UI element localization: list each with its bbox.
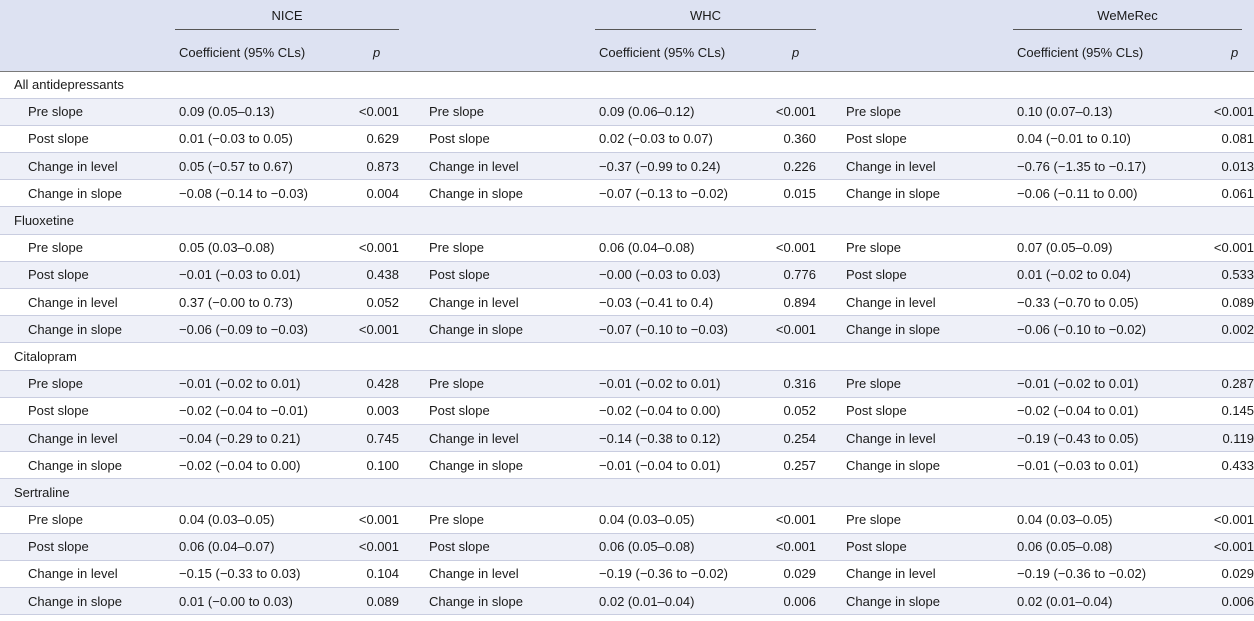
p-value-cell: 0.776 (774, 261, 816, 288)
row-label: Pre slope (399, 234, 595, 261)
p-value-cell: <0.001 (774, 506, 816, 533)
section-title: All antidepressants (0, 71, 1254, 98)
row-label: Change in slope (0, 316, 175, 343)
row-label: Change in level (0, 153, 175, 180)
p-value-cell: 0.100 (355, 452, 399, 479)
p-value-cell: <0.001 (355, 506, 399, 533)
row-label: Change in slope (0, 180, 175, 207)
p-value-cell: 0.006 (774, 588, 816, 615)
coefficient-cell: 0.06 (0.05–0.08) (1013, 533, 1193, 560)
p-value-cell: 0.052 (355, 289, 399, 316)
coefficient-cell: −0.15 (−0.33 to 0.03) (175, 560, 355, 587)
p-value-cell: <0.001 (355, 234, 399, 261)
coefficient-cell: 0.04 (0.03–0.05) (175, 506, 355, 533)
coefficient-cell: −0.01 (−0.03 to 0.01) (1013, 452, 1193, 479)
p-header-whc: p (774, 34, 816, 71)
row-label: Change in level (816, 424, 1013, 451)
row-label: Change in slope (399, 452, 595, 479)
p-value-cell: 0.316 (774, 370, 816, 397)
coefficient-cell: −0.02 (−0.04 to 0.00) (595, 397, 774, 424)
p-value-cell: <0.001 (774, 98, 816, 125)
p-value-cell: 0.226 (774, 153, 816, 180)
table-row (0, 560, 1254, 587)
coefficient-cell: −0.19 (−0.36 to −0.02) (595, 560, 774, 587)
p-value-cell: 0.254 (774, 424, 816, 451)
coefficient-cell: 0.02 (0.01–0.04) (595, 588, 774, 615)
coefficient-cell: 0.01 (−0.03 to 0.05) (175, 125, 355, 152)
header-spacer (399, 34, 595, 71)
p-value-cell: 0.104 (355, 560, 399, 587)
row-label: Change in level (399, 153, 595, 180)
group-label-nice: NICE (175, 8, 399, 30)
row-label: Post slope (816, 397, 1013, 424)
table-row (0, 316, 1254, 343)
coefficient-cell: 0.02 (−0.03 to 0.07) (595, 125, 774, 152)
table-row (0, 397, 1254, 424)
p-value-cell: 0.745 (355, 424, 399, 451)
coefficient-cell: 0.01 (−0.02 to 0.04) (1013, 261, 1193, 288)
p-value-cell: <0.001 (774, 533, 816, 560)
coefficient-cell: −0.07 (−0.13 to −0.02) (595, 180, 774, 207)
p-value-cell: 0.438 (355, 261, 399, 288)
table-row (0, 261, 1254, 288)
p-value-cell: 0.089 (1193, 289, 1254, 316)
coefficient-cell: 0.09 (0.06–0.12) (595, 98, 774, 125)
coefficient-cell: −0.01 (−0.03 to 0.01) (175, 261, 355, 288)
coefficient-cell: −0.04 (−0.29 to 0.21) (175, 424, 355, 451)
p-value-cell: 0.061 (1193, 180, 1254, 207)
table-row (0, 234, 1254, 261)
row-label: Pre slope (399, 370, 595, 397)
section-row (0, 207, 1254, 234)
p-value-cell: 0.257 (774, 452, 816, 479)
coefficient-cell: 0.04 (−0.01 to 0.10) (1013, 125, 1193, 152)
p-value-cell: 0.089 (355, 588, 399, 615)
section-title: Citalopram (0, 343, 1254, 370)
row-label: Post slope (0, 125, 175, 152)
coefficient-cell: −0.02 (−0.04 to 0.00) (175, 452, 355, 479)
p-value-cell: 0.004 (355, 180, 399, 207)
header-spacer (399, 0, 595, 34)
p-value-cell: 0.006 (1193, 588, 1254, 615)
coefficient-cell: −0.01 (−0.02 to 0.01) (595, 370, 774, 397)
coef-header-whc: Coefficient (95% CLs) (595, 34, 774, 71)
coefficient-cell: −0.08 (−0.14 to −0.03) (175, 180, 355, 207)
row-label: Change in level (816, 289, 1013, 316)
row-label: Pre slope (816, 98, 1013, 125)
coefficient-cell: 0.04 (0.03–0.05) (595, 506, 774, 533)
table-row (0, 153, 1254, 180)
row-label: Post slope (0, 261, 175, 288)
row-label: Post slope (0, 397, 175, 424)
row-label: Change in slope (399, 316, 595, 343)
coefficient-cell: −0.01 (−0.02 to 0.01) (1013, 370, 1193, 397)
row-label: Change in level (399, 424, 595, 451)
coefficient-cell: 0.06 (0.05–0.08) (595, 533, 774, 560)
coefficient-cell: −0.19 (−0.43 to 0.05) (1013, 424, 1193, 451)
p-value-cell: 0.428 (355, 370, 399, 397)
table-row (0, 125, 1254, 152)
coefficient-cell: 0.05 (0.03–0.08) (175, 234, 355, 261)
header-spacer (0, 34, 175, 71)
section-row (0, 71, 1254, 98)
p-value-cell: 0.287 (1193, 370, 1254, 397)
row-label: Pre slope (816, 234, 1013, 261)
row-label: Pre slope (399, 98, 595, 125)
coefficient-cell: −0.14 (−0.38 to 0.12) (595, 424, 774, 451)
p-value-cell: 0.052 (774, 397, 816, 424)
row-label: Change in slope (816, 452, 1013, 479)
p-value-cell: 0.081 (1193, 125, 1254, 152)
coefficient-cell: 0.01 (−0.00 to 0.03) (175, 588, 355, 615)
header-spacer (816, 0, 1013, 34)
p-value-cell: <0.001 (774, 316, 816, 343)
coefficient-cell: −0.01 (−0.02 to 0.01) (175, 370, 355, 397)
row-label: Post slope (399, 125, 595, 152)
row-label: Pre slope (0, 234, 175, 261)
coef-header-nice: Coefficient (95% CLs) (175, 34, 355, 71)
row-label: Change in slope (816, 588, 1013, 615)
coefficient-cell: 0.02 (0.01–0.04) (1013, 588, 1193, 615)
header-spacer (0, 0, 175, 34)
p-value-cell: 0.119 (1193, 424, 1254, 451)
coefficient-cell: 0.06 (0.04–0.07) (175, 533, 355, 560)
row-label: Pre slope (816, 506, 1013, 533)
table-row (0, 289, 1254, 316)
p-value-cell: 0.029 (1193, 560, 1254, 587)
row-label: Post slope (399, 533, 595, 560)
coefficient-cell: −0.06 (−0.11 to 0.00) (1013, 180, 1193, 207)
coefficient-cell: 0.37 (−0.00 to 0.73) (175, 289, 355, 316)
row-label: Change in slope (399, 180, 595, 207)
p-value-cell: <0.001 (1193, 533, 1254, 560)
row-label: Post slope (816, 261, 1013, 288)
row-label: Change in slope (0, 588, 175, 615)
coefficient-cell: −0.33 (−0.70 to 0.05) (1013, 289, 1193, 316)
coefficient-cell: 0.07 (0.05–0.09) (1013, 234, 1193, 261)
p-value-cell: 0.003 (355, 397, 399, 424)
p-value-cell: 0.533 (1193, 261, 1254, 288)
group-header-wemerec (1013, 0, 1254, 34)
coefficient-cell: 0.06 (0.04–0.08) (595, 234, 774, 261)
row-label: Change in slope (0, 452, 175, 479)
row-label: Change in level (0, 289, 175, 316)
row-label: Change in level (399, 560, 595, 587)
coefficient-cell: −0.06 (−0.09 to −0.03) (175, 316, 355, 343)
table-row (0, 506, 1254, 533)
p-value-cell: <0.001 (355, 98, 399, 125)
row-label: Post slope (816, 125, 1013, 152)
p-value-cell: 0.015 (774, 180, 816, 207)
coefficient-cell: −0.02 (−0.04 to −0.01) (175, 397, 355, 424)
table-body (0, 71, 1254, 615)
coefficient-cell: −0.02 (−0.04 to 0.01) (1013, 397, 1193, 424)
coefficient-cell: −0.01 (−0.04 to 0.01) (595, 452, 774, 479)
row-label: Pre slope (0, 370, 175, 397)
row-label: Pre slope (0, 506, 175, 533)
p-value-cell: 0.013 (1193, 153, 1254, 180)
p-value-cell: 0.894 (774, 289, 816, 316)
row-label: Change in slope (816, 180, 1013, 207)
coefficient-cell: 0.04 (0.03–0.05) (1013, 506, 1193, 533)
p-value-cell: 0.029 (774, 560, 816, 587)
table-row (0, 98, 1254, 125)
p-value-cell: 0.873 (355, 153, 399, 180)
table-row (0, 533, 1254, 560)
p-value-cell: 0.629 (355, 125, 399, 152)
row-label: Pre slope (399, 506, 595, 533)
row-label: Change in level (0, 560, 175, 587)
p-value-cell: <0.001 (1193, 234, 1254, 261)
p-value-cell: <0.001 (355, 533, 399, 560)
coefficient-cell: −0.03 (−0.41 to 0.4) (595, 289, 774, 316)
row-label: Change in level (816, 560, 1013, 587)
table-row (0, 370, 1254, 397)
coefficient-cell: −0.19 (−0.36 to −0.02) (1013, 560, 1193, 587)
section-title: Fluoxetine (0, 207, 1254, 234)
table-row (0, 588, 1254, 615)
row-label: Post slope (399, 261, 595, 288)
row-label: Change in level (0, 424, 175, 451)
p-value-cell: <0.001 (1193, 506, 1254, 533)
coefficient-cell: −0.07 (−0.10 to −0.03) (595, 316, 774, 343)
coefficient-cell: 0.09 (0.05–0.13) (175, 98, 355, 125)
group-header-whc (595, 0, 816, 34)
table-row (0, 180, 1254, 207)
group-header-nice (175, 0, 399, 34)
section-row (0, 479, 1254, 506)
coefficient-cell: −0.06 (−0.10 to −0.02) (1013, 316, 1193, 343)
row-label: Post slope (816, 533, 1013, 560)
p-header-nice: p (355, 34, 399, 71)
coefficient-cell: 0.05 (−0.57 to 0.67) (175, 153, 355, 180)
p-value-cell: <0.001 (1193, 98, 1254, 125)
row-label: Change in level (399, 289, 595, 316)
row-label: Post slope (0, 533, 175, 560)
p-header-wemerec: p (1193, 34, 1254, 71)
p-value-cell: 0.433 (1193, 452, 1254, 479)
row-label: Change in slope (399, 588, 595, 615)
group-label-whc: WHC (595, 8, 816, 30)
coefficient-cell: −0.76 (−1.35 to −0.17) (1013, 153, 1193, 180)
header-spacer (816, 34, 1013, 71)
coefficient-cell: −0.37 (−0.99 to 0.24) (595, 153, 774, 180)
coef-header-wemerec: Coefficient (95% CLs) (1013, 34, 1193, 71)
section-row (0, 343, 1254, 370)
row-label: Change in level (816, 153, 1013, 180)
p-value-cell: 0.002 (1193, 316, 1254, 343)
row-label: Post slope (399, 397, 595, 424)
table-header (0, 0, 1254, 71)
coefficient-cell: 0.10 (0.07–0.13) (1013, 98, 1193, 125)
coefficient-cell: −0.00 (−0.03 to 0.03) (595, 261, 774, 288)
p-value-cell: 0.360 (774, 125, 816, 152)
row-label: Pre slope (0, 98, 175, 125)
row-label: Change in slope (816, 316, 1013, 343)
p-value-cell: <0.001 (774, 234, 816, 261)
table-row (0, 424, 1254, 451)
row-label: Pre slope (816, 370, 1013, 397)
p-value-cell: <0.001 (355, 316, 399, 343)
table-row (0, 452, 1254, 479)
group-label-wemerec: WeMeRec (1013, 8, 1242, 30)
section-title: Sertraline (0, 479, 1254, 506)
p-value-cell: 0.145 (1193, 397, 1254, 424)
